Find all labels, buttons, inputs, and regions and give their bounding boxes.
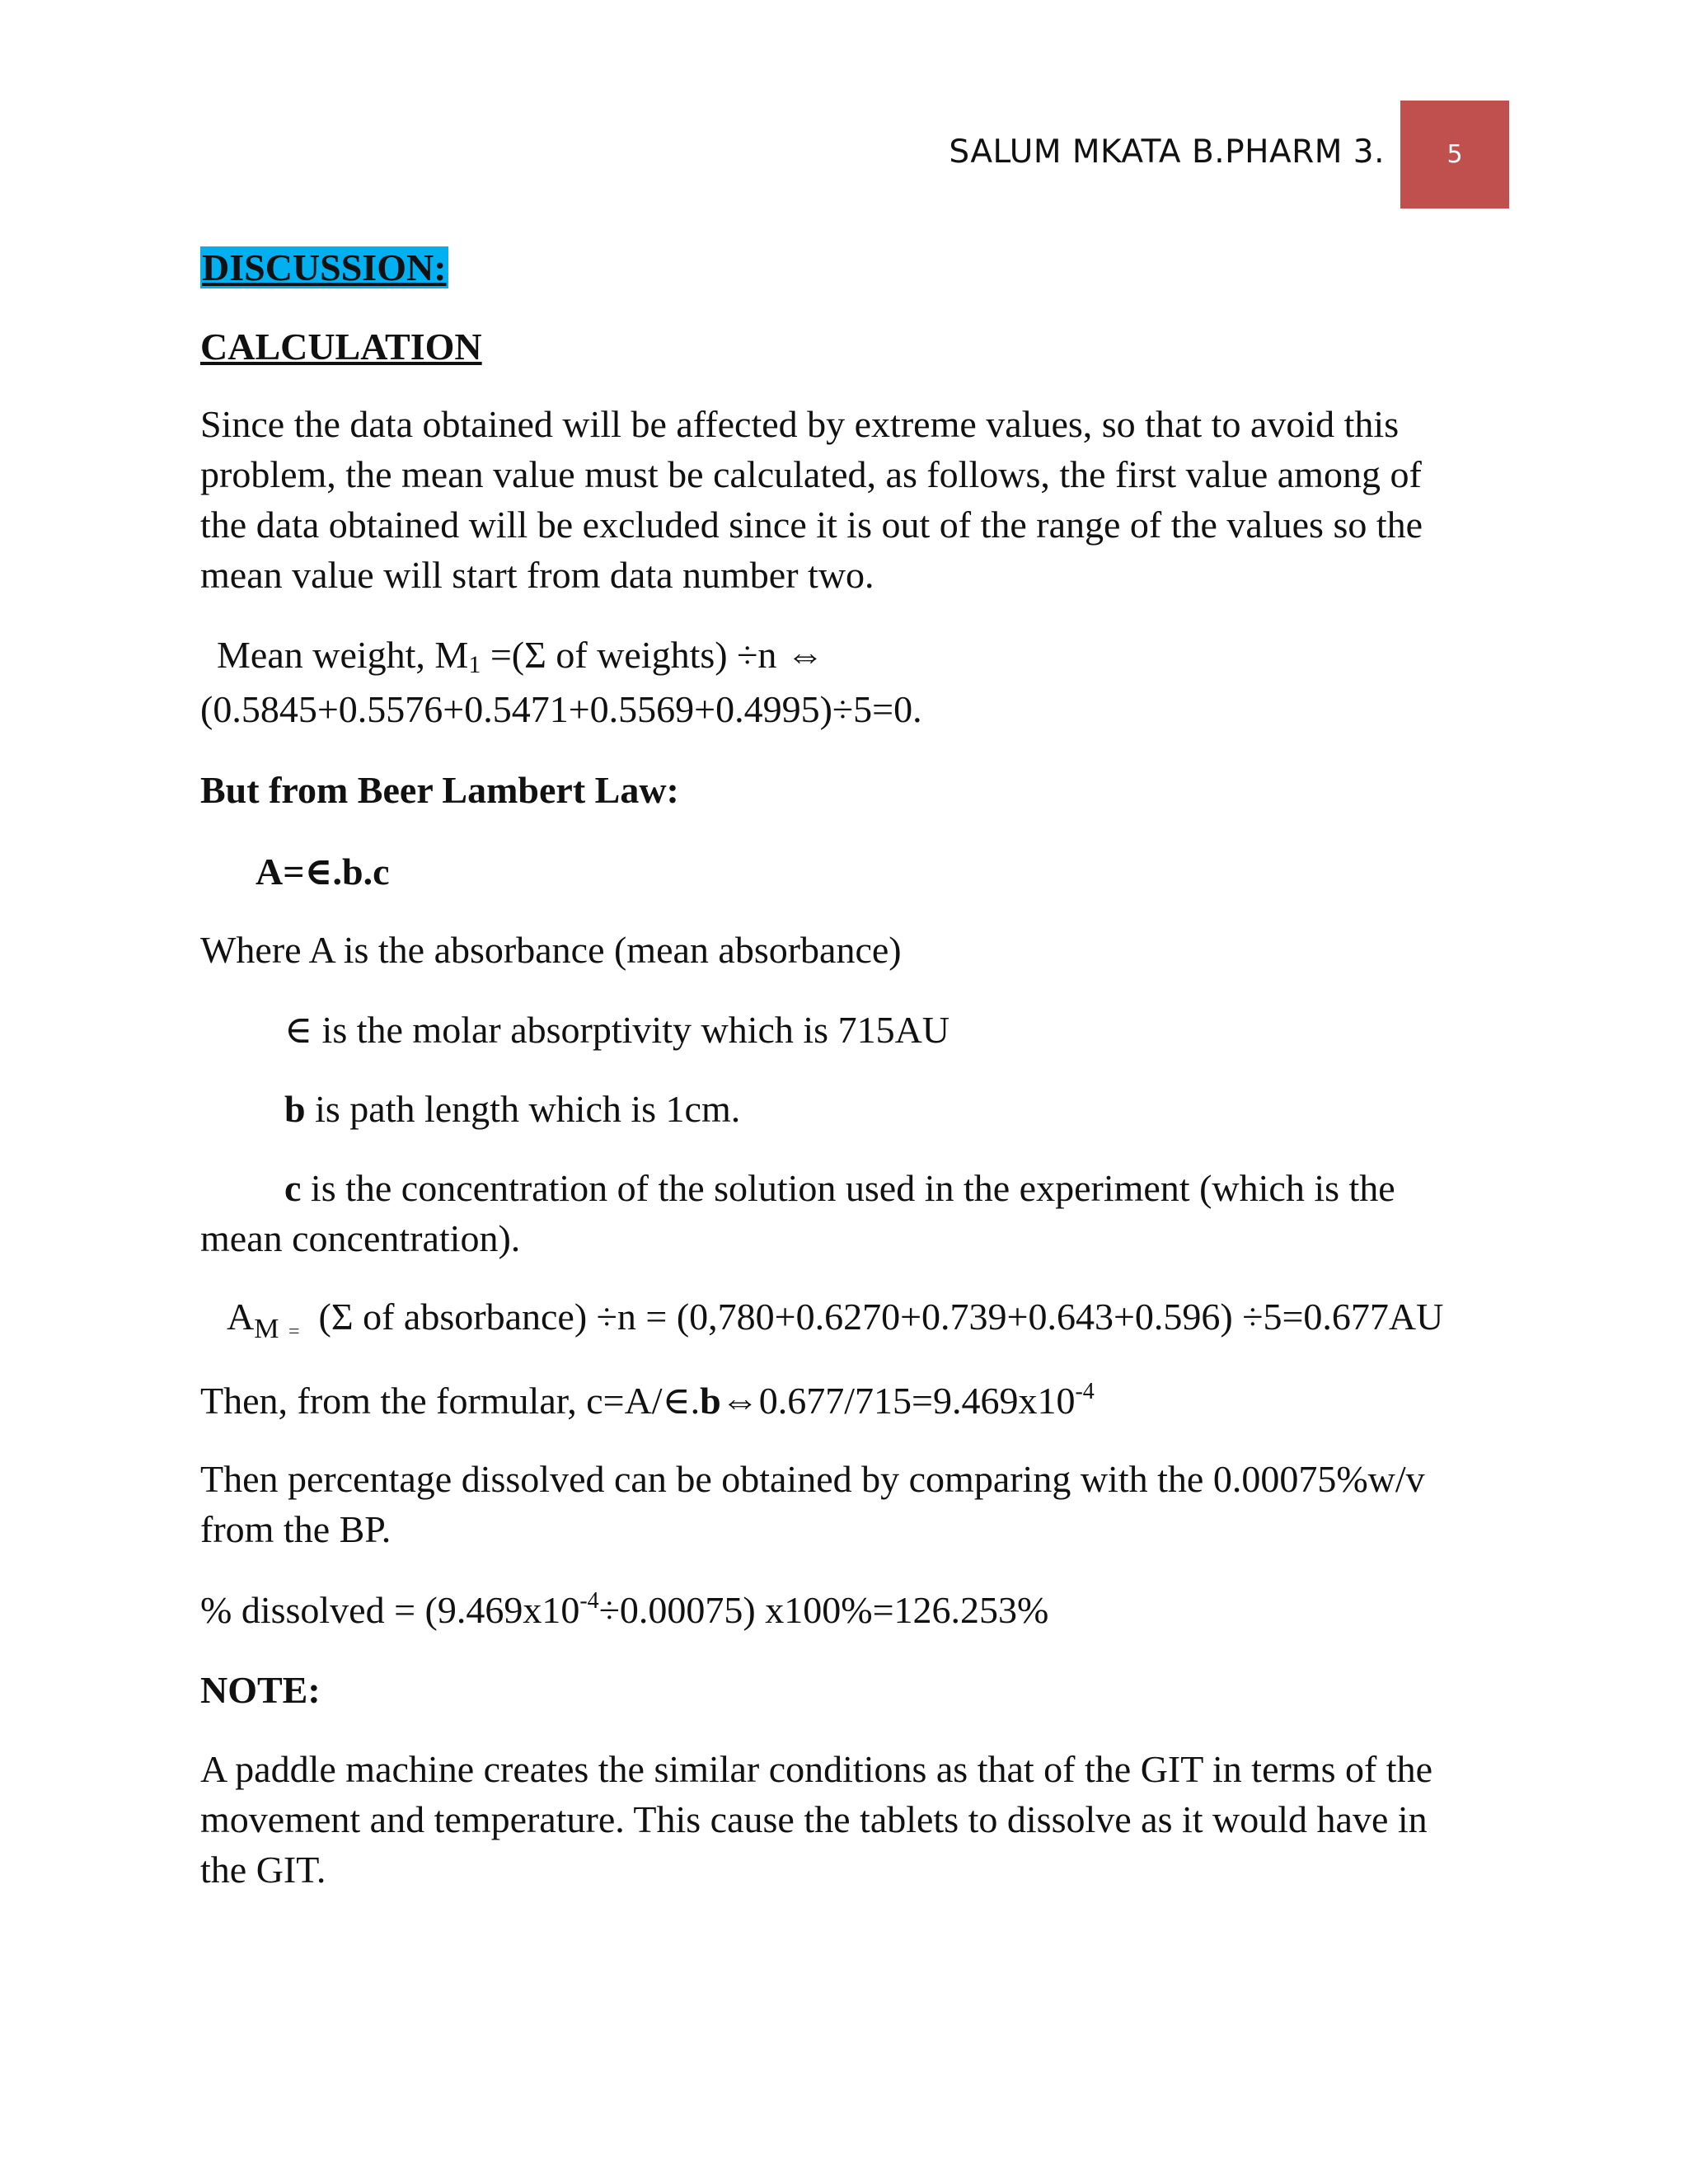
c-symbol: c bbox=[284, 1167, 302, 1209]
note-line-3: the GIT. bbox=[200, 1849, 326, 1891]
discussion-heading bbox=[200, 242, 448, 293]
beer-lambert-equation: A=∈.b.c bbox=[256, 851, 390, 893]
path-length-line bbox=[284, 1084, 740, 1134]
note-line-1: A paddle machine creates the similar conditions as that of the GIT in terms of the bbox=[200, 1748, 1432, 1790]
intro-line-2: problem, the mean value must be calculated, as follows, the first value among of bbox=[200, 453, 1422, 495]
header-title: SALUM MKATA B.PHARM 3. bbox=[949, 134, 1385, 171]
note-line-2: movement and temperature. This cause the tablets to dissolve as it would have in bbox=[200, 1798, 1428, 1840]
where-line: Where A is the absorbance (mean absorbance) bbox=[200, 929, 902, 971]
concentration-line-continuation: mean concentration). bbox=[200, 1217, 521, 1259]
page-number-badge: 5 bbox=[1400, 101, 1509, 209]
mean-weight-line bbox=[217, 630, 824, 680]
c-line-text: is the concentration of the solution used in the experiment (which is the bbox=[301, 1167, 1395, 1209]
b-line-text: is path length which is 1cm. bbox=[305, 1088, 741, 1130]
beer-lambert-heading: But from Beer Lambert Law: bbox=[200, 769, 679, 811]
then-exponent: -4 bbox=[1075, 1379, 1095, 1404]
mean-weight-formula: =(Σ of weights) ÷n ⇔ bbox=[481, 634, 824, 676]
note-heading: NOTE: bbox=[200, 1669, 321, 1711]
intro-line-3: the data obtained will be excluded since it is out of the range of the values so the bbox=[200, 504, 1423, 546]
intro-line-1: Since the data obtained will be affected by extreme values, so that to avoid this bbox=[200, 403, 1400, 445]
mean-weight-subscript: 1 bbox=[468, 651, 481, 678]
am-text: (Σ of absorbance) ÷n = (0,780+0.6270+0.739+0.643+0.596) ÷5=0.677AU bbox=[309, 1296, 1444, 1338]
b-symbol: b bbox=[284, 1088, 306, 1130]
epsilon-line: ∈ is the molar absorptivity which is 715AU bbox=[284, 1009, 950, 1051]
am-small-equals: = bbox=[288, 1321, 300, 1343]
then-formula-line bbox=[200, 1376, 1095, 1426]
percentage-line-1: Then percentage dissolved can be obtained by comparing with the 0.00075%w/v bbox=[200, 1458, 1425, 1500]
am-subscript: M bbox=[254, 1314, 279, 1344]
discussion-heading-text: DISCUSSION: bbox=[202, 246, 447, 288]
mean-weight-label: Mean weight, M bbox=[217, 634, 469, 676]
intro-line-4: mean value will start from data number two. bbox=[200, 554, 874, 596]
calculation-heading: CALCULATION bbox=[200, 326, 482, 368]
am-prefix: A bbox=[227, 1296, 255, 1338]
dissolved-post: ÷0.00075) x100%=126.253% bbox=[598, 1589, 1049, 1631]
then-post: ⇔0.677/715=9.469x10 bbox=[720, 1380, 1076, 1422]
mean-weight-values: (0.5845+0.5576+0.5471+0.5569+0.4995)÷5=0. bbox=[200, 688, 922, 730]
dissolved-pre: % dissolved = (9.469x10 bbox=[200, 1589, 580, 1631]
dissolved-line bbox=[200, 1585, 1048, 1635]
concentration-line bbox=[284, 1163, 1395, 1213]
mean-absorbance-line bbox=[227, 1291, 1443, 1342]
then-bold-b: b bbox=[700, 1380, 721, 1422]
dissolved-exponent: -4 bbox=[579, 1588, 599, 1614]
then-pre: Then, from the formular, c=A/∈. bbox=[200, 1380, 701, 1422]
percentage-line-2: from the BP. bbox=[200, 1508, 392, 1550]
